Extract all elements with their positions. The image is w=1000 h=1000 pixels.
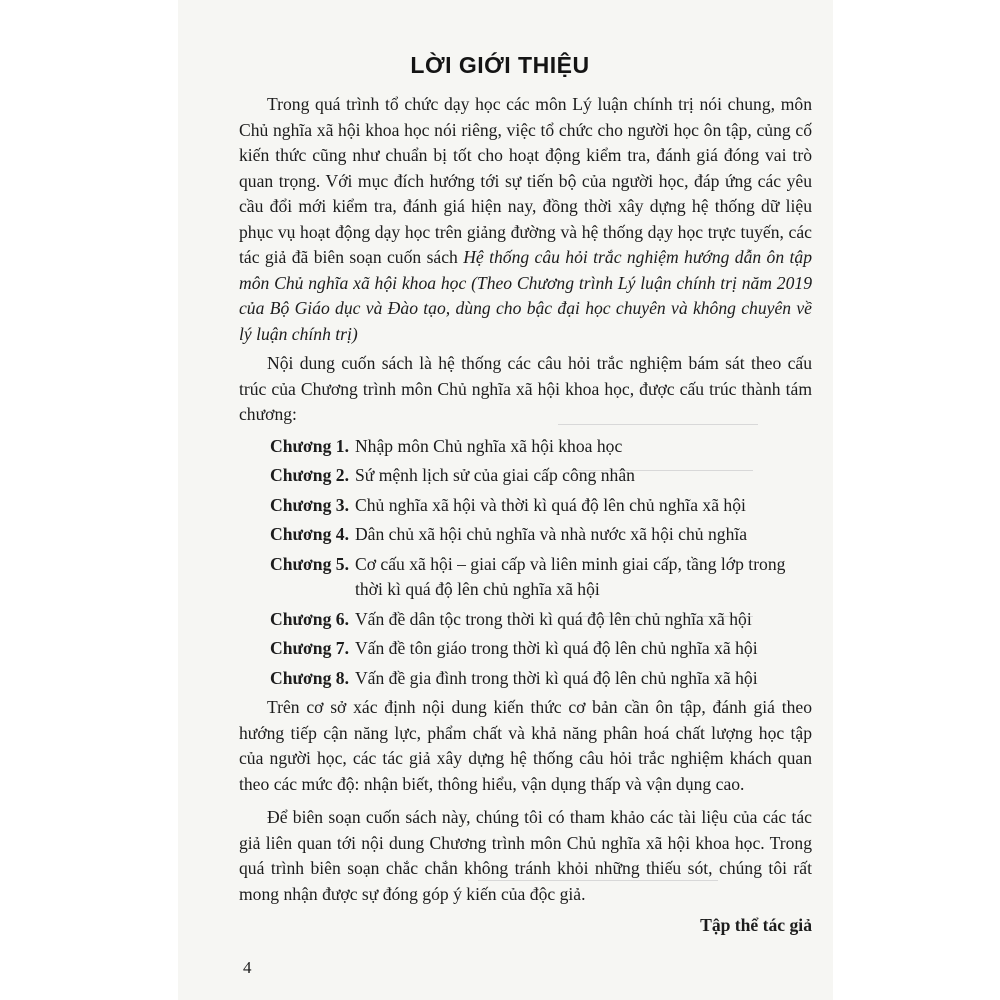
chapter-item	[270, 463, 812, 489]
chapter-item	[270, 607, 812, 633]
chapter-label: Chương 7.	[270, 638, 349, 658]
chapter-title: Vấn đề tôn giáo trong thời kì quá độ lên chủ nghĩa xã hội	[354, 638, 758, 658]
chapter-title: Cơ cấu xã hội – giai cấp và liên minh giai cấp, tầng lớp trong thời kì quá độ lên chủ nghĩa xã hội	[354, 553, 786, 599]
chapter-item	[270, 666, 812, 692]
chapter-title: Dân chủ xã hội chủ nghĩa và nhà nước xã hội chủ nghĩa	[354, 524, 748, 544]
chapter-item	[270, 636, 812, 662]
chapter-title: Sứ mệnh lịch sử của giai cấp công nhân	[354, 465, 635, 485]
intro-text: Trong quá trình tổ chức dạy học các môn Lý luận chính trị nói chung, môn Chủ nghĩa xã hội khoa học nói riêng, việc tổ chức cho người học ôn tập, củng cố kiến thức cũng như chuẩn bị tốt cho hoạt động kiểm tra, đánh giá đóng vai trò quan trọng. Với mục đích hướng tới sự tiến bộ của người học, đáp ứng các yêu cầu đổi mới kiểm tra, đánh giá hiện nay, đồng thời xây dựng hệ thống dữ liệu phục vụ hoạt động dạy học trên giảng đường và hệ thống dạy học trực tuyến, các tác giả đã biên soạn cuốn sách	[239, 94, 812, 267]
chapter-title: Chủ nghĩa xã hội và thời kì quá độ lên chủ nghĩa xã hội	[354, 494, 746, 515]
signature: Tập thể tác giả	[700, 915, 812, 935]
chapter-label: Chương 6.	[270, 608, 349, 629]
chapter-title: Vấn đề gia đình trong thời kì quá độ lên chủ nghĩa xã hội	[354, 667, 758, 688]
chapter-label: Chương 8.	[270, 667, 349, 688]
chapter-label: Chương 1.	[270, 435, 349, 456]
closing-text: Để biên soạn cuốn sách này, chúng tôi có tham khảo các tài liệu của các tác giả liên quan tới nội dung Chương trình môn Chủ nghĩa xã hội khoa học. Trong quá trình biên soạn chắc chắn không tránh khỏi những thiếu sót, chúng tôi rất mong nhận được sự đóng góp ý kiến của độc giả.	[239, 807, 812, 904]
chapter-label: Chương 2.	[270, 465, 349, 485]
closing-paragraph	[239, 805, 812, 907]
content-paragraph	[239, 351, 812, 428]
content-intro-text: Nội dung cuốn sách là hệ thống các câu hỏi trắc nghiệm bám sát theo cấu trúc của Chương trình môn Chủ nghĩa xã hội khoa học, được cấu trúc thành tám chương:	[239, 353, 812, 424]
page-title: LỜI GIỚI THIỆU	[410, 52, 590, 78]
chapter-item	[270, 522, 812, 548]
chapter-list	[239, 434, 812, 692]
assessment-paragraph	[239, 695, 812, 797]
chapter-item	[270, 434, 812, 460]
chapter-item	[270, 493, 812, 519]
page-number: 4	[243, 958, 252, 977]
chapter-label: Chương 3.	[270, 494, 349, 515]
book-title-italic: Hệ thống câu hỏi trắc nghiệm hướng dẫn ôn tập môn Chủ nghĩa xã hội khoa học (Theo Chương trình Lý luận chính trị năm 2019 của Bộ Giáo dục và Đào tạo, dùng cho bậc đại học chuyên và không chuyên về lý luận chính trị)	[239, 247, 812, 344]
chapter-label: Chương 5.	[270, 553, 349, 574]
chapter-title: Nhập môn Chủ nghĩa xã hội khoa học	[354, 435, 623, 456]
chapter-item	[270, 552, 812, 603]
chapter-label: Chương 4.	[270, 524, 349, 544]
chapter-title: Vấn đề dân tộc trong thời kì quá độ lên chủ nghĩa xã hội	[354, 608, 752, 629]
assessment-text: Trên cơ sở xác định nội dung kiến thức cơ bản cần ôn tập, đánh giá theo hướng tiếp cận năng lực, phẩm chất và khả năng phân hoá chất lượng học tập của người học, các tác giả xây dựng hệ thống câu hỏi trắc nghiệm khách quan theo các mức độ: nhận biết, thông hiểu, vận dụng thấp và vận dụng cao.	[239, 697, 812, 794]
intro-paragraph	[239, 92, 812, 347]
page-body	[239, 92, 812, 939]
